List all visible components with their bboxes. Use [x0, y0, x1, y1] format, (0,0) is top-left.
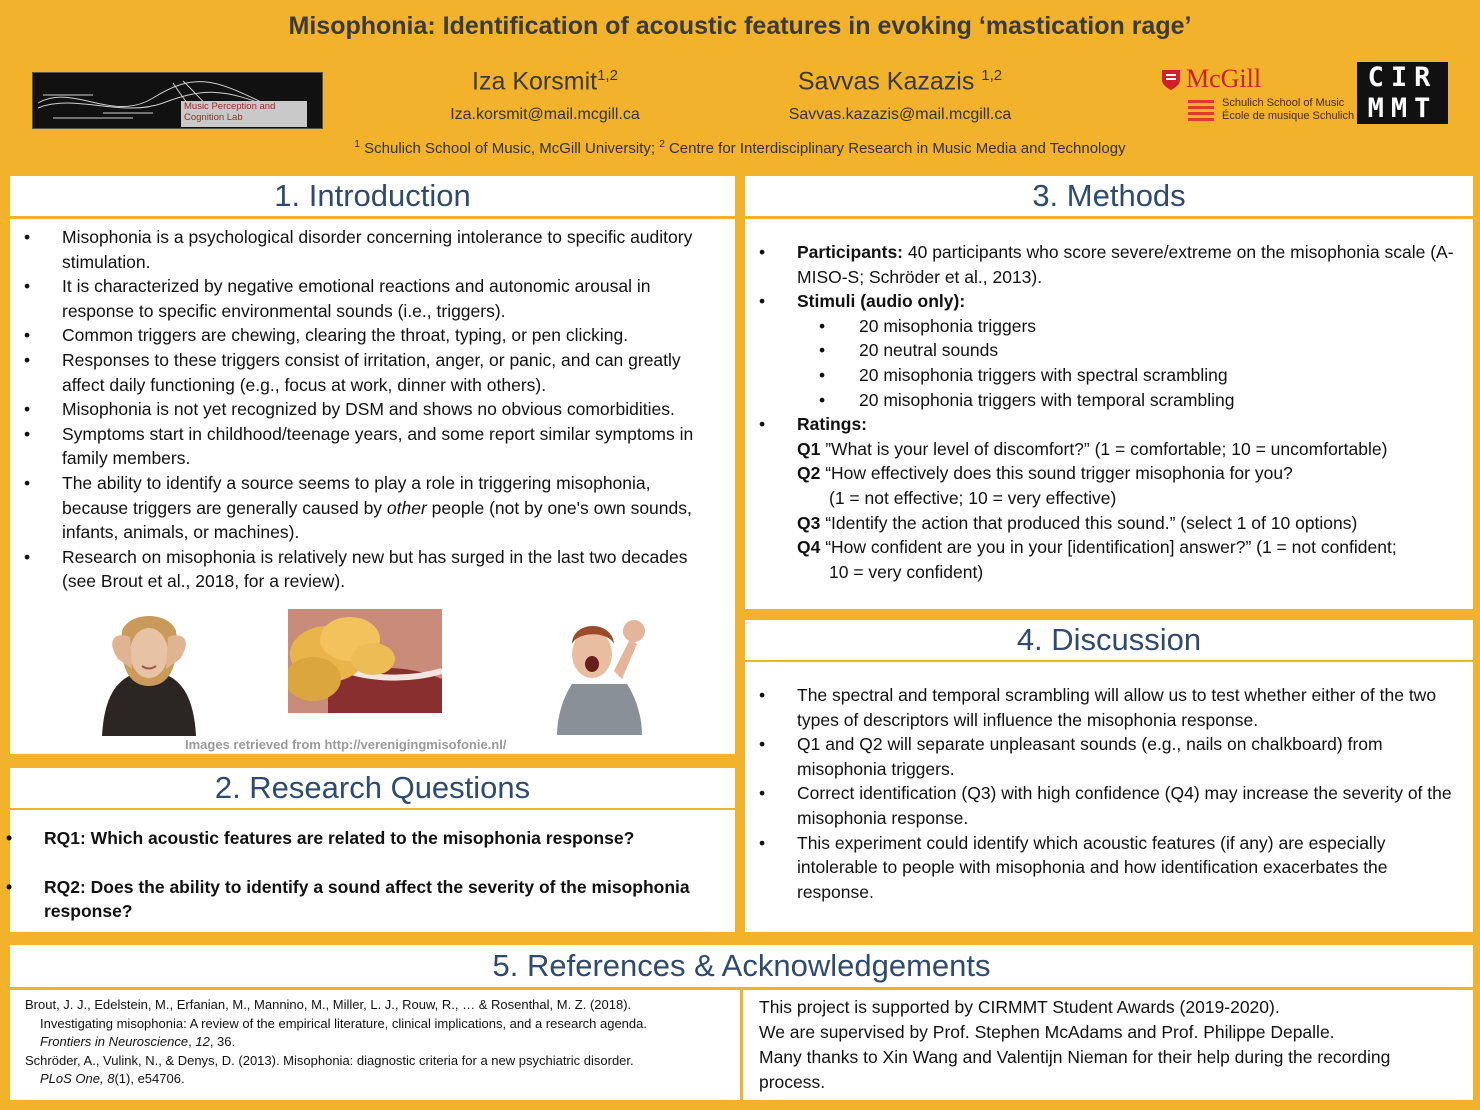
q4-continued: 10 = very confident): [829, 561, 984, 582]
intro-bullet: • Symptoms start in childhood/teenage years, and some report similar symptoms in family members.: [10, 422, 710, 471]
stimuli-entry: • 20 misophonia triggers with spectral scrambling: [797, 363, 1465, 388]
schulich-name-en: Schulich School of Music: [1222, 97, 1345, 109]
rq-item: • RQ2: Does the ability to identify a sound affect the severity of the misophonia response?: [0, 875, 712, 924]
reference-1: Brout, J. J., Edelstein, M., Erfanian, M., Mannino, M., Miller, L. J., Rouw, R., … & Rosenthal, M. Z. (2018). Investigating misophonia: A review of the empirical literature, clinical implications, and a research agenda. Frontiers in Neuroscience, 12, 36.: [25, 997, 647, 1050]
author-2-email[interactable]: Savvas.kazazis@mail.mcgill.ca: [788, 106, 1012, 123]
methods-list: [745, 240, 1465, 584]
methods-content: [745, 240, 1465, 584]
mcgill-shield-icon: [1160, 68, 1182, 92]
discussion-panel: [745, 662, 1473, 932]
chips-mouth-photo: [288, 609, 442, 713]
rq-heading: 2. Research Questions: [10, 768, 735, 808]
image-credit[interactable]: Images retrieved from http://verenigingmisofonie.nl/: [185, 737, 507, 752]
stimuli-entry: • 20 neutral sounds: [797, 338, 1465, 363]
lab-logo-label: Music Perception and Cognition Lab: [181, 101, 307, 127]
intro-bullet: • Research on misophonia is relatively new but has surged in the last two decades (see Brout et al., 2018, for a review).: [10, 545, 710, 594]
ack-line: This project is supported by CIRMMT Student Awards (2019-2020).: [759, 997, 1280, 1017]
schulich-name-fr: École de musique Schulich: [1222, 110, 1355, 122]
intro-panel: [10, 219, 735, 754]
cirmmt-row-1: CIR: [1367, 62, 1438, 93]
discussion-bullet: • Correct identification (Q3) with high confidence (Q4) may increase the severity of the misophonia response.: [745, 781, 1460, 830]
references-panel: [10, 990, 740, 1100]
ack-line: We are supervised by Prof. Stephen McAdams and Prof. Philippe Depalle.: [759, 1022, 1335, 1042]
cirmmt-row-2: MMT: [1367, 93, 1438, 124]
poster-title: Misophonia: Identification of acoustic features in evoking ‘mastication rage’: [288, 12, 1192, 40]
discussion-list: [745, 683, 1460, 904]
stimuli-entry: • 20 misophonia triggers with temporal scrambling: [797, 388, 1465, 413]
mcgill-logo: [1160, 66, 1355, 126]
intro-bullet: • Responses to these triggers consist of irritation, anger, or panic, and can greatly affect daily functioning (e.g., focus at work, dinner with others).: [10, 348, 710, 397]
q2-continued: (1 = not effective; 10 = very effective): [829, 487, 1117, 508]
affiliations: $^1$ Schulich School of Music, McGill University; $^2$ Centre for Interdisciplinary Research in Music Media and Technology: [354, 139, 1126, 157]
cirmmt-logo: [1357, 62, 1448, 124]
methods-heading: 3. Methods: [745, 176, 1473, 216]
discussion-heading: 4. Discussion: [745, 620, 1473, 660]
author-1-name: Iza Korsmit$^{1,2}$: [472, 67, 618, 96]
intro-heading: 1. Introduction: [10, 176, 735, 216]
discussion-bullet: • The spectral and temporal scrambling will allow us to test whether either of the two types of descriptors will influence the misophonia response.: [745, 683, 1460, 732]
author-2-name: Savvas Kazazis $^{1,2}$: [797, 67, 1003, 96]
discussion-bullet: • This experiment could identify which acoustic features (if any) are especially intolerable to people with misophonia and how identification exacerbates the response.: [745, 831, 1460, 905]
acknowledgements-panel: [743, 990, 1473, 1100]
stimuli-list: [797, 314, 1465, 412]
stimuli-entry: • 20 misophonia triggers: [797, 314, 1465, 339]
ratings-item: • Ratings: Q1 ”What is your level of discomfort?” (1 = comfortable; 10 = uncomfortable) Q2 “How effectively does this sound trigger misophonia for you? (1 = not effective; 10 = very effective) Q3 “Identify the action that produced this sound.” (select 1 of 10 options) Q4 “How confident are you in your [identification] answer?” (1 = not confident; 10 = very confident): [745, 412, 1465, 584]
rq-list: [0, 826, 712, 924]
ack-line: Many thanks to Xin Wang and Valentijn Nieman for their help during the recording process.: [759, 1047, 1391, 1092]
q1-line: Q1 ”What is your level of discomfort?” (1 = comfortable; 10 = uncomfortable): [797, 438, 1388, 459]
q4-line: Q4 “How confident are you in your [identification] answer?” (1 = not confident;: [797, 537, 1397, 558]
q3-line: Q3 “Identify the action that produced this sound.” (select 1 of 10 options): [797, 512, 1358, 533]
acknowledgements: [759, 995, 1459, 1095]
author-1-email[interactable]: Iza.korsmit@mail.mcgill.ca: [450, 106, 640, 123]
intro-bullet-list: [10, 225, 710, 594]
q2-line: Q2 “How effectively does this sound trigger misophonia for you?: [797, 463, 1293, 484]
methods-panel: [745, 219, 1473, 609]
references-heading: 5. References & Acknowledgements: [10, 945, 1473, 987]
intro-bullet: • Common triggers are chewing, clearing the throat, typing, or pen clicking.: [10, 323, 710, 348]
discussion-bullet: • Q1 and Q2 will separate unpleasant sounds (e.g., nails on chalkboard) from misophonia triggers.: [745, 732, 1460, 781]
reference-list: [25, 996, 735, 1089]
schulich-icon: [1188, 98, 1214, 122]
intro-bullet: • It is characterized by negative emotional reactions and autonomic arousal in response to specific environmental sounds (i.e., triggers).: [10, 274, 710, 323]
intro-bullet: • The ability to identify a source seems to play a role in triggering misophonia, because triggers are generally caused by other people (not by one's own sounds, infants, animals, or machines).: [10, 471, 710, 545]
intro-bullet: • Misophonia is a psychological disorder concerning intolerance to specific auditory stimulation.: [10, 225, 710, 274]
participants-item: • Participants: 40 participants who score severe/extreme on the misophonia scale (A-MISO-S; Schröder et al., 2013).: [745, 240, 1465, 289]
mcgill-wordmark: McGill: [1186, 64, 1262, 93]
reference-2: Schröder, A., Vulink, N., & Denys, D. (2013). Misophonia: diagnostic criteria for a new psychiatric disorder. PLoS One, 8(1), e54706.: [25, 1052, 634, 1087]
stimuli-item: • Stimuli (audio only): • 20 misophonia triggers • 20 neutral sounds • 20 misophonia triggers with spectral scrambling • 20 misophonia triggers with temporal scrambling: [745, 289, 1465, 412]
lab-logo: [32, 72, 323, 129]
woman-covering-ears-photo: [74, 611, 224, 736]
rq-item: • RQ1: Which acoustic features are related to the misophonia response?: [0, 826, 712, 851]
angry-woman-photo: [542, 609, 654, 735]
intro-bullet: • Misophonia is not yet recognized by DSM and shows no obvious comorbidities.: [10, 397, 710, 422]
rq-panel: [10, 810, 735, 932]
